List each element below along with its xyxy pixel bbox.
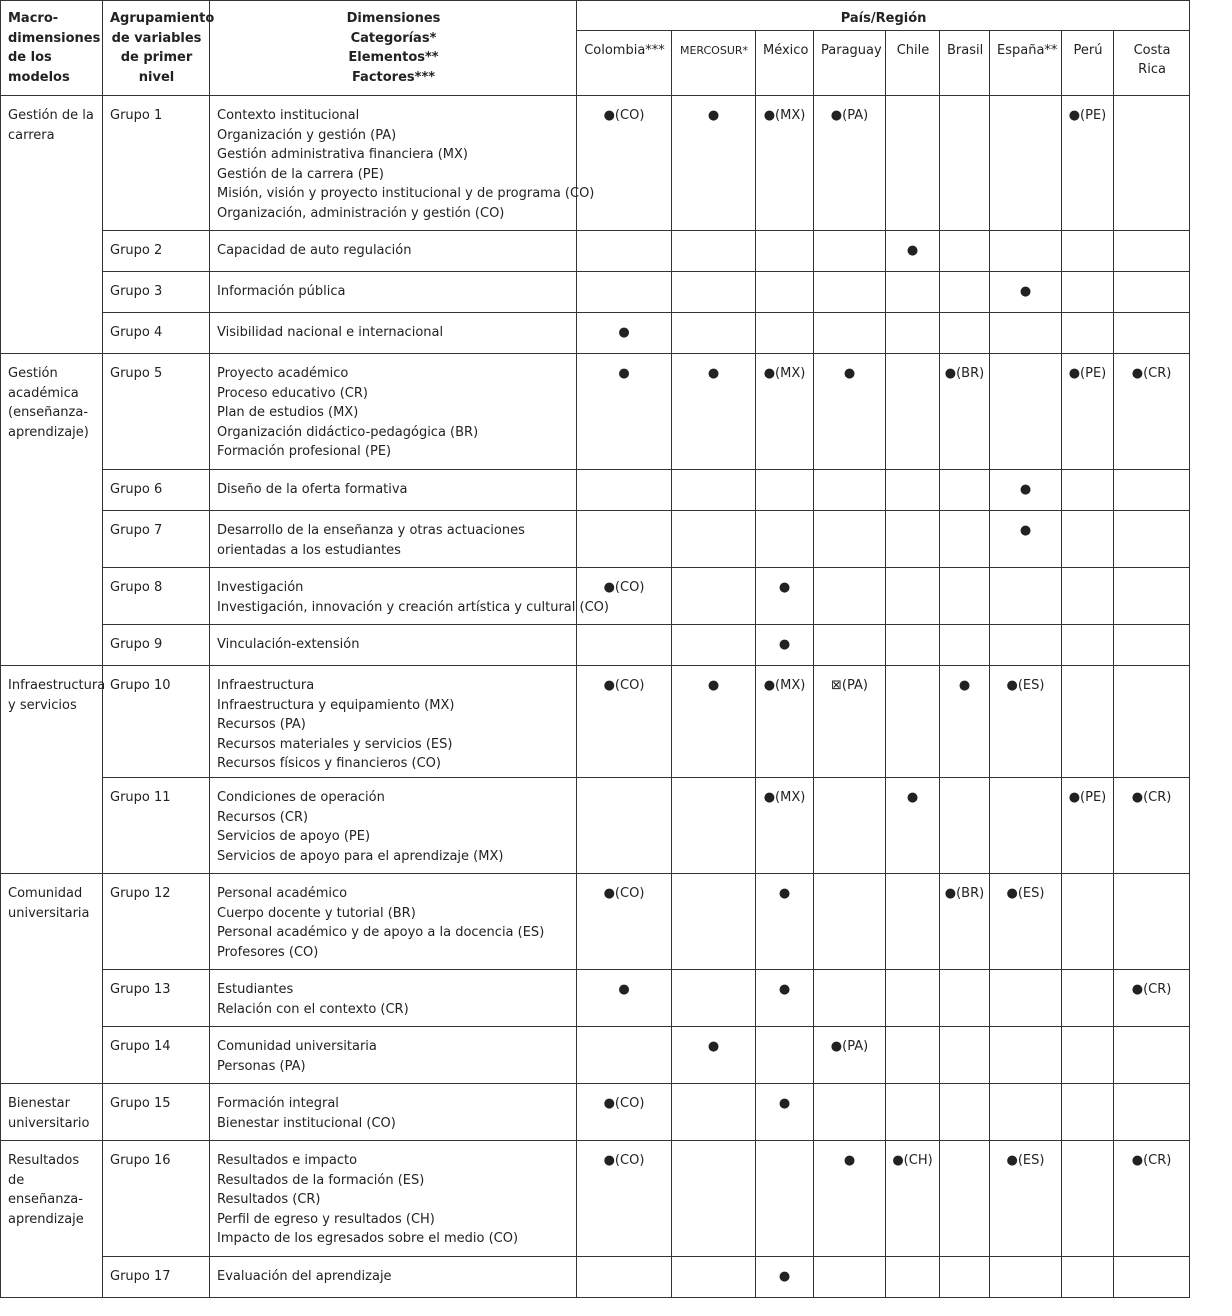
dimension-item: Información pública (217, 284, 346, 299)
country-mark-cell (577, 272, 672, 313)
group-cell: Grupo 4 (103, 313, 210, 354)
macro-dimension-cell: Bienestar universitario (1, 1084, 103, 1141)
table-row (1, 313, 1190, 354)
country-mark-cell (1062, 1027, 1114, 1084)
country-mark-cell (940, 470, 990, 511)
country-mark-cell (1062, 1257, 1114, 1298)
country-mark-cell (814, 778, 886, 874)
country-mark-cell: ●(CR) (1114, 1141, 1190, 1257)
country-mark-cell (1114, 1027, 1190, 1084)
dimension-item: Formación integral (217, 1096, 339, 1111)
dimensions-cell (210, 778, 577, 874)
dimensions-cell (210, 666, 577, 778)
header-country-paraguay: Paraguay (814, 30, 886, 95)
country-mark-cell: ⊠(PA) (814, 666, 886, 778)
country-mark-cell (990, 313, 1062, 354)
country-mark-cell (814, 470, 886, 511)
country-mark-cell (940, 1141, 990, 1257)
country-mark-cell (577, 778, 672, 874)
header-country-espana: España** (990, 30, 1062, 95)
group-cell: Grupo 1 (103, 96, 210, 231)
group-cell: Grupo 10 (103, 666, 210, 778)
dimensions-cell (210, 96, 595, 231)
dimension-item: Recursos materiales y servicios (ES) (217, 736, 453, 752)
country-mark-cell (990, 1027, 1062, 1084)
country-mark-cell: ●(PA) (814, 1027, 886, 1084)
country-mark-cell (1062, 1141, 1114, 1257)
table-row (1, 470, 1190, 511)
dimension-item: Diseño de la oferta formativa (217, 482, 408, 497)
table-row (1, 778, 1190, 874)
country-mark-cell: ● (756, 970, 814, 1027)
country-mark-cell: ●(BR) (940, 874, 990, 970)
country-mark-cell (1062, 970, 1114, 1027)
country-mark-cell (886, 1084, 940, 1141)
dimension-item: Resultados (CR) (217, 1192, 321, 1207)
table-row (1, 666, 1190, 778)
country-mark-cell (756, 1141, 814, 1257)
table-row (1, 874, 1190, 970)
country-mark-cell: ●(ES) (990, 874, 1062, 970)
country-mark-cell (814, 313, 886, 354)
table-row (1, 1257, 1190, 1298)
country-mark-cell: ● (672, 96, 756, 231)
country-mark-cell (756, 470, 814, 511)
dimensions-cell (210, 511, 577, 568)
country-mark-cell (814, 1084, 886, 1141)
dimension-item: Vinculación-extensión (217, 637, 360, 652)
dimension-item: Infraestructura y equipamiento (MX) (217, 697, 455, 713)
table-row (1, 625, 1190, 666)
dimensions-cell (210, 1027, 577, 1084)
country-mark-cell: ●(PE) (1062, 96, 1114, 231)
country-mark-cell: ● (814, 354, 886, 470)
country-mark-cell (1114, 470, 1190, 511)
dimension-item: Infraestructura (217, 678, 315, 693)
macro-dimension-cell: Resultados de enseñanza-aprendizaje (1, 1141, 103, 1298)
dimension-item: Condiciones de operación (217, 790, 385, 805)
country-mark-cell (886, 96, 940, 231)
country-mark-cell (990, 625, 1062, 666)
country-mark-cell (1062, 874, 1114, 970)
country-mark-cell (886, 1027, 940, 1084)
country-mark-cell (990, 1084, 1062, 1141)
group-cell: Grupo 17 (103, 1257, 210, 1298)
dimension-item: Organización y gestión (PA) (217, 127, 397, 143)
country-mark-cell (814, 970, 886, 1027)
dimensions-cell (210, 1141, 577, 1257)
country-mark-cell: ● (577, 313, 672, 354)
country-mark-cell (814, 231, 886, 272)
country-mark-cell: ● (672, 666, 756, 778)
country-mark-cell (756, 313, 814, 354)
dimension-item: Servicios de apoyo (PE) (217, 829, 371, 844)
dimension-item: Gestión administrativa financiera (MX) (217, 147, 469, 162)
group-cell: Grupo 5 (103, 354, 210, 470)
dimension-item: Investigación, innovación y creación artística y cultural (CO) (217, 599, 609, 615)
country-mark-cell: ● (756, 625, 814, 666)
country-mark-cell (990, 96, 1062, 231)
country-mark-cell (672, 1141, 756, 1257)
country-mark-cell (672, 1084, 756, 1141)
country-mark-cell: ● (756, 1257, 814, 1298)
dimension-item: Misión, visión y proyecto institucional y de programa (CO) (217, 186, 595, 201)
country-mark-cell: ●(CH) (886, 1141, 940, 1257)
country-mark-cell: ● (886, 231, 940, 272)
country-mark-cell: ●(CO) (577, 1141, 672, 1257)
dimension-item: Organización didáctico-pedagógica (BR) (217, 424, 479, 440)
country-mark-cell: ● (756, 1084, 814, 1141)
dimension-item: Recursos (CR) (217, 809, 309, 825)
country-mark-cell (1114, 568, 1190, 625)
dimension-item: Gestión de la carrera (PE) (217, 166, 384, 182)
group-cell: Grupo 12 (103, 874, 210, 970)
country-mark-cell (672, 778, 756, 874)
dimensions-cell (210, 568, 609, 625)
dimension-item: Resultados de la formación (ES) (217, 1172, 425, 1188)
dimension-item: Cuerpo docente y tutorial (BR) (217, 905, 416, 921)
country-mark-cell: ●(BR) (940, 354, 990, 470)
country-mark-cell (756, 231, 814, 272)
country-mark-cell: ●(CO) (577, 96, 672, 231)
country-mark-cell (886, 354, 940, 470)
macro-dimension-cell: Gestión académica (enseñanza-aprendizaje) (1, 354, 103, 666)
group-cell: Grupo 15 (103, 1084, 210, 1141)
group-cell: Grupo 3 (103, 272, 210, 313)
group-cell: Grupo 6 (103, 470, 210, 511)
table-row (1, 354, 1190, 470)
dimension-item: Formación profesional (PE) (217, 444, 392, 459)
dimensions-cell (210, 354, 577, 470)
header-dimensions-line: Categorías* (350, 30, 437, 46)
dimension-item: Personal académico (217, 886, 348, 901)
dimension-item: Personas (PA) (217, 1058, 306, 1074)
country-mark-cell (886, 511, 940, 568)
country-mark-cell: ●(MX) (756, 96, 814, 231)
country-mark-cell (1062, 625, 1114, 666)
header-country-costa-rica: Costa Rica (1114, 30, 1190, 95)
country-mark-cell: ● (990, 470, 1062, 511)
country-mark-cell: ●(PE) (1062, 354, 1114, 470)
country-mark-cell (886, 568, 940, 625)
country-mark-cell (1062, 1084, 1114, 1141)
header-macro: Macro-dimensiones de los modelos (1, 1, 103, 96)
macro-dimension-cell: Infraestructura y servicios (1, 666, 103, 874)
country-mark-cell (940, 231, 990, 272)
country-mark-cell: ●(PE) (1062, 778, 1114, 874)
table-row (1, 272, 1190, 313)
country-mark-cell (1062, 568, 1114, 625)
country-mark-cell (1114, 272, 1190, 313)
dimensions-cell (210, 1084, 577, 1141)
group-cell: Grupo 9 (103, 625, 210, 666)
dimension-item: Evaluación del aprendizaje (217, 1269, 392, 1284)
country-mark-cell: ● (672, 1027, 756, 1084)
dimensions-cell (210, 1257, 577, 1298)
header-region: País/Región (577, 1, 1190, 31)
country-mark-cell (672, 272, 756, 313)
country-mark-cell (1114, 625, 1190, 666)
country-mark-cell (672, 874, 756, 970)
header-dimensions-line: Dimensiones (346, 11, 441, 26)
country-mark-cell (577, 1027, 672, 1084)
country-mark-cell: ●(MX) (756, 354, 814, 470)
country-mark-cell (814, 1257, 886, 1298)
country-mark-cell (940, 272, 990, 313)
country-mark-cell (1114, 313, 1190, 354)
country-mark-cell (672, 470, 756, 511)
header-country-mercosur: MERCOSUR* (672, 30, 756, 95)
dimension-item: Visibilidad nacional e internacional (217, 325, 444, 340)
header-country-chile: Chile (886, 30, 940, 95)
macro-dimension-cell: Comunidad universitaria (1, 874, 103, 1084)
country-mark-cell (1114, 666, 1190, 778)
country-mark-cell (577, 231, 672, 272)
country-mark-cell (940, 96, 990, 231)
country-mark-cell (672, 231, 756, 272)
header-dimensions-line: Factores*** (351, 69, 436, 85)
country-mark-cell: ● (756, 874, 814, 970)
header-country-mexico: México (756, 30, 814, 95)
dimensions-cell (210, 470, 577, 511)
table-row (1, 568, 1190, 625)
country-mark-cell (886, 272, 940, 313)
table-row (1, 1141, 1190, 1257)
country-mark-cell (940, 1027, 990, 1084)
country-mark-cell (577, 511, 672, 568)
country-mark-cell (814, 511, 886, 568)
dimensions-cell (210, 970, 577, 1027)
country-mark-cell: ●(ES) (990, 1141, 1062, 1257)
country-mark-cell: ●(MX) (756, 778, 814, 874)
country-mark-cell (886, 625, 940, 666)
country-mark-cell (756, 272, 814, 313)
dimension-item: Proyecto académico (217, 366, 349, 381)
country-mark-cell: ●(CR) (1114, 354, 1190, 470)
country-mark-cell (1062, 470, 1114, 511)
dimension-item: Proceso educativo (CR) (217, 385, 368, 401)
country-mark-cell: ●(CR) (1114, 778, 1190, 874)
country-mark-cell (940, 313, 990, 354)
country-mark-cell: ● (886, 778, 940, 874)
country-mark-cell (990, 231, 1062, 272)
country-mark-cell (1114, 231, 1190, 272)
country-mark-cell (940, 568, 990, 625)
header-dimensions (210, 1, 577, 96)
country-mark-cell: ● (756, 568, 814, 625)
macro-dimension-cell: Gestión de la carrera (1, 96, 103, 354)
country-mark-cell (940, 970, 990, 1027)
country-mark-cell (672, 568, 756, 625)
country-mark-cell (756, 1027, 814, 1084)
country-mark-cell: ●(MX) (756, 666, 814, 778)
country-mark-cell (1062, 666, 1114, 778)
country-mark-cell (940, 1257, 990, 1298)
header-country-peru: Perú (1062, 30, 1114, 95)
group-cell: Grupo 13 (103, 970, 210, 1027)
country-mark-cell (886, 470, 940, 511)
country-mark-cell (886, 970, 940, 1027)
country-mark-cell (990, 778, 1062, 874)
group-cell: Grupo 11 (103, 778, 210, 874)
dimension-item: Perfil de egreso y resultados (CH) (217, 1211, 435, 1227)
dimension-item: Comunidad universitaria (217, 1039, 377, 1054)
country-mark-cell (814, 874, 886, 970)
dimensions-cell (210, 313, 577, 354)
table-row (1, 511, 1190, 568)
dimension-item: Capacidad de auto regulación (217, 243, 412, 258)
country-mark-cell: ●(PA) (814, 96, 886, 231)
dimension-item: Recursos físicos y financieros (CO) (217, 756, 441, 771)
country-mark-cell: ● (577, 970, 672, 1027)
dimensions-cell (210, 625, 577, 666)
country-mark-cell (990, 568, 1062, 625)
country-mark-cell (886, 1257, 940, 1298)
country-mark-cell (1062, 511, 1114, 568)
country-mark-cell (886, 666, 940, 778)
group-cell: Grupo 7 (103, 511, 210, 568)
country-mark-cell (1114, 96, 1190, 231)
country-mark-cell (814, 568, 886, 625)
country-mark-cell: ●(CR) (1114, 970, 1190, 1027)
dimension-item: Impacto de los egresados sobre el medio (CO) (217, 1231, 519, 1246)
dimensions-cell (210, 874, 577, 970)
country-mark-cell: ●(CO) (577, 1084, 672, 1141)
country-mark-cell (672, 1257, 756, 1298)
country-mark-cell: ● (990, 511, 1062, 568)
country-mark-cell (756, 511, 814, 568)
country-mark-cell (814, 625, 886, 666)
country-mark-cell (814, 272, 886, 313)
dimension-item: Investigación (217, 580, 304, 595)
table-row (1, 231, 1190, 272)
country-mark-cell (577, 625, 672, 666)
dimension-item: Estudiantes (217, 982, 294, 997)
country-mark-cell (886, 313, 940, 354)
dimension-item: Resultados e impacto (217, 1153, 358, 1168)
country-mark-cell (672, 970, 756, 1027)
country-mark-cell: ● (672, 354, 756, 470)
country-mark-cell (990, 970, 1062, 1027)
country-mark-cell: ●(ES) (990, 666, 1062, 778)
country-mark-cell: ● (814, 1141, 886, 1257)
country-mark-cell: ● (990, 272, 1062, 313)
country-mark-cell (672, 625, 756, 666)
header-dimensions-line: Elementos** (348, 50, 439, 65)
country-mark-cell (940, 778, 990, 874)
table-body (1, 96, 1190, 1298)
country-mark-cell (1062, 313, 1114, 354)
dimensions-cell (210, 272, 577, 313)
header-row-1 (1, 1, 1190, 31)
country-mark-cell (1062, 272, 1114, 313)
country-mark-cell: ●(CO) (577, 874, 672, 970)
country-mark-cell (940, 1084, 990, 1141)
dimension-item: Contexto institucional (217, 108, 360, 123)
country-mark-cell: ● (577, 354, 672, 470)
country-mark-cell (990, 1257, 1062, 1298)
group-cell: Grupo 8 (103, 568, 210, 625)
header-country-colombia: Colombia*** (577, 30, 672, 95)
dimension-item: Plan de estudios (MX) (217, 405, 359, 420)
dimensions-cell (210, 231, 577, 272)
country-mark-cell (672, 511, 756, 568)
country-mark-cell: ● (940, 666, 990, 778)
country-mark-cell (577, 1257, 672, 1298)
dimension-item: Personal académico y de apoyo a la docencia (ES) (217, 925, 545, 940)
table-row (1, 970, 1190, 1027)
table-row (1, 96, 1190, 231)
country-mark-cell: ●(CO) (577, 568, 672, 625)
dimension-item: Relación con el contexto (CR) (217, 1001, 409, 1017)
group-cell: Grupo 16 (103, 1141, 210, 1257)
dimension-item: Bienestar institucional (CO) (217, 1115, 396, 1131)
country-mark-cell (940, 625, 990, 666)
country-mark-cell (990, 354, 1062, 470)
country-mark-cell: ●(CO) (577, 666, 672, 778)
country-mark-cell (1114, 874, 1190, 970)
country-mark-cell (1114, 511, 1190, 568)
country-mark-cell (1114, 1257, 1190, 1298)
country-mark-cell (672, 313, 756, 354)
dimension-item: Profesores (CO) (217, 944, 319, 960)
header-country-brasil: Brasil (940, 30, 990, 95)
dimension-item: Desarrollo de la enseñanza y otras actuaciones orientadas a los estudiantes (217, 523, 525, 558)
dimension-item: Organización, administración y gestión (CO) (217, 205, 505, 221)
dimension-item: Recursos (PA) (217, 717, 306, 732)
table-row (1, 1027, 1190, 1084)
table-row (1, 1084, 1190, 1141)
header-group: Agrupamiento de variables de primer nivel (103, 1, 210, 96)
country-mark-cell (1114, 1084, 1190, 1141)
country-mark-cell (1062, 231, 1114, 272)
country-mark-cell (940, 511, 990, 568)
group-cell: Grupo 2 (103, 231, 210, 272)
country-mark-cell (577, 470, 672, 511)
dimension-item: Servicios de apoyo para el aprendizaje (MX) (217, 848, 504, 864)
country-mark-cell (886, 874, 940, 970)
group-cell: Grupo 14 (103, 1027, 210, 1084)
